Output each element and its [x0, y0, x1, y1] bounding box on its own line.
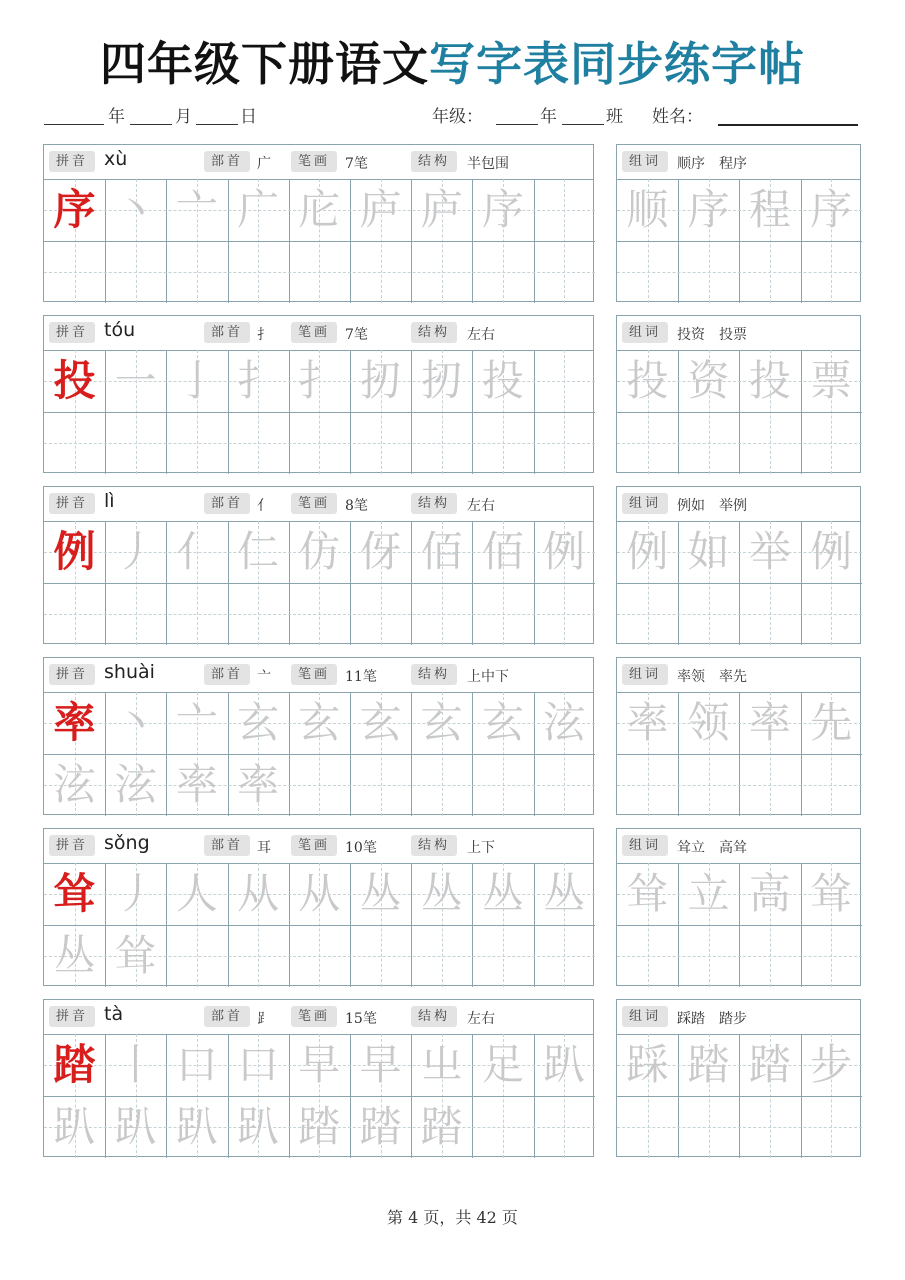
stroke-order-step: 亠 — [175, 698, 218, 747]
char-info-header — [44, 145, 593, 180]
strokes-value: 8笔 — [345, 498, 368, 514]
grid-line — [44, 583, 595, 584]
char-practice-panel — [43, 486, 594, 644]
grid-guide — [617, 272, 862, 273]
stroke-order-step: 口 — [237, 1040, 280, 1089]
strokes-value: 15笔 — [345, 1011, 377, 1027]
grid-line — [617, 925, 862, 926]
char-info-header — [44, 316, 593, 351]
date-year-blank[interactable] — [44, 124, 104, 125]
strokes-value: 11笔 — [345, 669, 377, 685]
stroke-order-step: 率 — [175, 760, 218, 809]
word-trace-char: 例 — [626, 527, 669, 576]
model-character: 耸 — [53, 869, 96, 918]
structure-value: 左右 — [467, 1011, 495, 1027]
grid-line — [617, 412, 862, 413]
stroke-order-step: 泫 — [53, 760, 96, 809]
stroke-order-step: 玄 — [359, 698, 402, 747]
writing-grid — [44, 179, 595, 303]
word-trace-char: 耸 — [626, 869, 669, 918]
word-trace-char: 序 — [810, 185, 853, 234]
structure-value: 左右 — [467, 498, 495, 514]
stroke-order-step: 丛 — [53, 931, 96, 980]
stroke-order-step: 亠 — [175, 185, 218, 234]
day-label: 日 — [240, 107, 257, 127]
word-trace-char: 率 — [626, 698, 669, 747]
char-practice-panel — [43, 999, 594, 1157]
stroke-order-step: 庀 — [298, 185, 341, 234]
radical-tag: 部首 — [204, 1006, 250, 1027]
stroke-order-step: 广 — [237, 185, 280, 234]
word-trace-char: 举 — [748, 527, 791, 576]
words-value: 顺序 程序 — [677, 156, 747, 172]
char-info-header — [44, 829, 593, 864]
word-trace-char: 耸 — [810, 869, 853, 918]
char-practice-panel — [43, 315, 594, 473]
name-blank[interactable] — [718, 124, 858, 126]
stroke-order-step: 丶 — [114, 698, 157, 747]
pinyin-tag: 拼音 — [49, 664, 95, 685]
word-trace-char: 踩 — [626, 1040, 669, 1089]
stroke-order-step: 丛 — [420, 869, 463, 918]
date-month-blank[interactable] — [130, 124, 172, 125]
stroke-order-step: 伢 — [359, 527, 402, 576]
words-value: 例如 举例 — [677, 498, 747, 514]
writing-grid — [617, 863, 862, 987]
word-practice-panel — [616, 999, 861, 1157]
stroke-order-step: 扨 — [359, 356, 402, 405]
title-part-2: 写字表同步练字帖 — [429, 37, 805, 91]
stroke-order-step: 早 — [359, 1040, 402, 1089]
model-character: 序 — [53, 185, 96, 234]
model-character: 率 — [53, 698, 96, 747]
stroke-order-step: 投 — [481, 356, 524, 405]
grid-guide — [617, 614, 862, 615]
stroke-order-step: 踏 — [359, 1102, 402, 1151]
model-character: 投 — [53, 356, 96, 405]
word-trace-char: 如 — [687, 527, 730, 576]
word-trace-char: 投 — [748, 356, 791, 405]
stroke-order-step: 㞢 — [420, 1040, 463, 1089]
strokes-tag: 笔画 — [291, 322, 337, 343]
words-header — [617, 658, 860, 693]
pinyin-value: tà — [104, 1003, 124, 1025]
pinyin-value: sǒng — [104, 832, 150, 854]
stroke-order-step: 从 — [237, 869, 280, 918]
structure-tag: 结构 — [411, 835, 457, 856]
structure-tag: 结构 — [411, 1006, 457, 1027]
stroke-order-step: 人 — [175, 869, 218, 918]
radical-tag: 部首 — [204, 835, 250, 856]
word-practice-panel — [616, 486, 861, 644]
stroke-order-step: 玄 — [420, 698, 463, 747]
grade-year-blank[interactable] — [496, 124, 538, 125]
month-label: 月 — [175, 107, 192, 127]
radical-value: 广 — [257, 156, 271, 172]
strokes-value: 7笔 — [345, 327, 368, 343]
word-trace-char: 高 — [748, 869, 791, 918]
stroke-order-step: 玄 — [298, 698, 341, 747]
strokes-value: 7笔 — [345, 156, 368, 172]
words-value: 投资 投票 — [677, 327, 747, 343]
structure-tag: 结构 — [411, 493, 457, 514]
grid-guide — [44, 443, 595, 444]
pinyin-tag: 拼音 — [49, 835, 95, 856]
grade-year-label: 年 — [540, 107, 557, 127]
word-trace-char: 率 — [748, 698, 791, 747]
stroke-order-step: 趴 — [175, 1102, 218, 1151]
stroke-order-step: 扌 — [237, 356, 280, 405]
stroke-order-step: 泫 — [114, 760, 157, 809]
writing-grid — [44, 350, 595, 474]
words-value: 率领 率先 — [677, 669, 747, 685]
stroke-order-step: 丛 — [543, 869, 586, 918]
stroke-order-step: 玄 — [237, 698, 280, 747]
stroke-order-step: 序 — [481, 185, 524, 234]
radical-tag: 部首 — [204, 664, 250, 685]
char-practice-panel — [43, 828, 594, 986]
stroke-order-step: 早 — [298, 1040, 341, 1089]
stroke-order-step: 泫 — [543, 698, 586, 747]
words-header — [617, 1000, 860, 1035]
strokes-tag: 笔画 — [291, 664, 337, 685]
year-label: 年 — [108, 107, 125, 127]
stroke-order-step: 仁 — [237, 527, 280, 576]
words-tag: 组词 — [622, 322, 668, 343]
words-header — [617, 316, 860, 351]
stroke-order-step: 口 — [175, 1040, 218, 1089]
stroke-order-step: 趴 — [237, 1102, 280, 1151]
grid-guide — [617, 785, 862, 786]
strokes-tag: 笔画 — [291, 1006, 337, 1027]
word-trace-char: 立 — [687, 869, 730, 918]
info-line — [44, 102, 860, 130]
word-trace-char: 踏 — [687, 1040, 730, 1089]
stroke-order-step: 丶 — [114, 185, 157, 234]
stroke-order-step: 踏 — [420, 1102, 463, 1151]
structure-tag: 结构 — [411, 664, 457, 685]
word-trace-char: 序 — [687, 185, 730, 234]
stroke-order-step: 庐 — [420, 185, 463, 234]
writing-grid — [617, 1034, 862, 1158]
title-part-1: 四年级下册语文 — [100, 37, 429, 91]
structure-value: 半包围 — [467, 156, 509, 172]
stroke-order-step: 一 — [114, 356, 157, 405]
word-trace-char: 顺 — [626, 185, 669, 234]
word-trace-char: 例 — [810, 527, 853, 576]
structure-tag: 结构 — [411, 322, 457, 343]
stroke-order-step: 扨 — [420, 356, 463, 405]
radical-value: 亠 — [257, 669, 271, 685]
writing-grid — [44, 1034, 595, 1158]
stroke-order-step: 耸 — [114, 931, 157, 980]
words-tag: 组词 — [622, 835, 668, 856]
word-trace-char: 领 — [687, 698, 730, 747]
grade-label: 年级： — [432, 107, 483, 127]
word-trace-char: 程 — [748, 185, 791, 234]
word-trace-char: 资 — [687, 356, 730, 405]
grid-guide — [44, 272, 595, 273]
stroke-order-step: 丿 — [114, 527, 157, 576]
words-header — [617, 829, 860, 864]
model-character: 例 — [53, 527, 96, 576]
radical-value: 扌 — [257, 327, 271, 343]
writing-grid — [44, 521, 595, 645]
writing-grid — [44, 863, 595, 987]
char-info-header — [44, 487, 593, 522]
page-title — [0, 28, 905, 94]
stroke-order-step: 从 — [298, 869, 341, 918]
stroke-order-step: 丿 — [114, 869, 157, 918]
pinyin-value: xù — [104, 148, 128, 170]
stroke-order-step: 趴 — [53, 1102, 96, 1151]
model-character: 踏 — [53, 1040, 96, 1089]
structure-tag: 结构 — [411, 151, 457, 172]
radical-tag: 部首 — [204, 151, 250, 172]
grid-guide — [44, 614, 595, 615]
word-practice-panel — [616, 657, 861, 815]
writing-grid — [617, 521, 862, 645]
stroke-order-step: 佰 — [481, 527, 524, 576]
grid-guide — [617, 1127, 862, 1128]
name-label: 姓名： — [652, 107, 703, 127]
writing-grid — [617, 692, 862, 816]
strokes-tag: 笔画 — [291, 493, 337, 514]
stroke-order-step: 丛 — [359, 869, 402, 918]
grid-guide — [617, 443, 862, 444]
structure-value: 上下 — [467, 840, 495, 856]
word-practice-panel — [616, 828, 861, 986]
stroke-order-step: 趴 — [543, 1040, 586, 1089]
words-tag: 组词 — [622, 493, 668, 514]
pinyin-value: lì — [104, 490, 115, 512]
radical-value: 亻 — [257, 498, 271, 514]
structure-value: 上中下 — [467, 669, 509, 685]
radical-tag: 部首 — [204, 322, 250, 343]
grid-line — [617, 583, 862, 584]
pinyin-tag: 拼音 — [49, 151, 95, 172]
class-blank[interactable] — [562, 124, 604, 125]
grid-line — [617, 241, 862, 242]
class-label: 班 — [606, 107, 623, 127]
grid-line — [44, 241, 595, 242]
words-tag: 组词 — [622, 1006, 668, 1027]
char-info-header — [44, 1000, 593, 1035]
stroke-order-step: 例 — [543, 527, 586, 576]
word-trace-char: 先 — [810, 698, 853, 747]
stroke-order-step: 率 — [237, 760, 280, 809]
stroke-order-step: 仿 — [298, 527, 341, 576]
radical-tag: 部首 — [204, 493, 250, 514]
stroke-order-step: 佰 — [420, 527, 463, 576]
word-practice-panel — [616, 315, 861, 473]
stroke-order-step: 足 — [481, 1040, 524, 1089]
pinyin-tag: 拼音 — [49, 322, 95, 343]
grid-line — [617, 1096, 862, 1097]
stroke-order-step: 趴 — [114, 1102, 157, 1151]
word-trace-char: 踏 — [748, 1040, 791, 1089]
word-trace-char: 票 — [810, 356, 853, 405]
page-footer: 第 4 页，共 42 页 — [387, 1208, 518, 1227]
stroke-order-step: 亅 — [175, 356, 218, 405]
word-trace-char: 投 — [626, 356, 669, 405]
writing-grid — [617, 179, 862, 303]
pinyin-value: tóu — [104, 319, 136, 341]
pinyin-tag: 拼音 — [49, 1006, 95, 1027]
word-practice-panel — [616, 144, 861, 302]
grid-guide — [617, 956, 862, 957]
char-info-header — [44, 658, 593, 693]
writing-grid — [617, 350, 862, 474]
grid-line — [44, 412, 595, 413]
char-practice-panel — [43, 657, 594, 815]
structure-value: 左右 — [467, 327, 495, 343]
words-header — [617, 487, 860, 522]
date-day-blank[interactable] — [196, 124, 238, 125]
words-tag: 组词 — [622, 151, 668, 172]
words-header — [617, 145, 860, 180]
stroke-order-step: 庐 — [359, 185, 402, 234]
strokes-tag: 笔画 — [291, 151, 337, 172]
pinyin-value: shuài — [104, 661, 155, 683]
strokes-value: 10笔 — [345, 840, 377, 856]
radical-value: 耳 — [257, 840, 271, 856]
char-practice-panel — [43, 144, 594, 302]
words-value: 耸立 高耸 — [677, 840, 747, 856]
word-trace-char: 步 — [810, 1040, 853, 1089]
stroke-order-step: 踏 — [298, 1102, 341, 1151]
grid-line — [617, 754, 862, 755]
writing-grid — [44, 692, 595, 816]
words-value: 踩踏 踏步 — [677, 1011, 747, 1027]
stroke-order-step: 玄 — [481, 698, 524, 747]
stroke-order-step: 扌 — [298, 356, 341, 405]
strokes-tag: 笔画 — [291, 835, 337, 856]
words-tag: 组词 — [622, 664, 668, 685]
radical-value: ⻊ — [257, 1011, 271, 1027]
stroke-order-step: 丨 — [114, 1040, 157, 1089]
stroke-order-step: 亻 — [175, 527, 218, 576]
pinyin-tag: 拼音 — [49, 493, 95, 514]
stroke-order-step: 丛 — [481, 869, 524, 918]
